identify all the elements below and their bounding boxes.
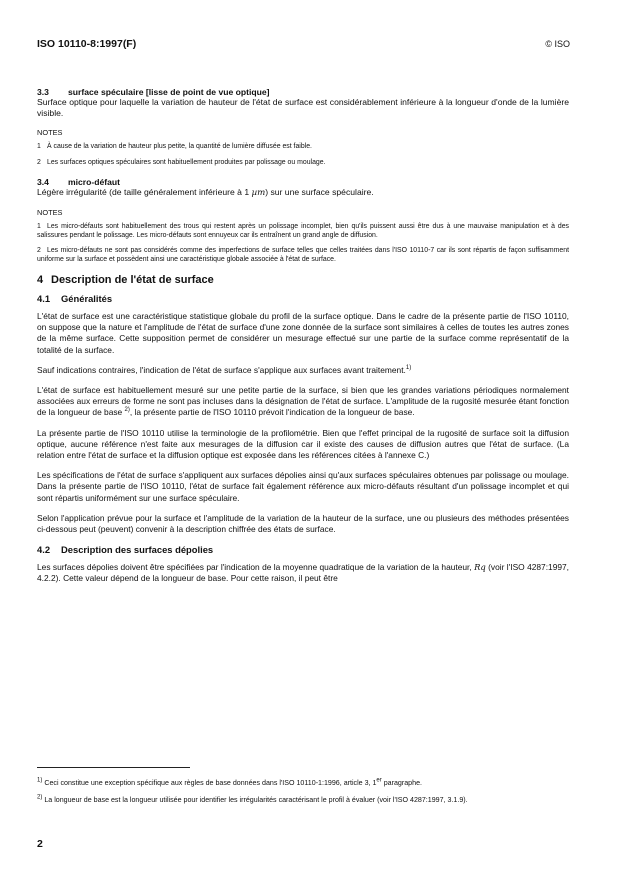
footnote-ref[interactable]: 1) <box>405 365 412 372</box>
footnotes <box>37 779 569 813</box>
paragraph-text: Les surfaces dépolies doivent être spécifiées par l'indication de la moyenne quadratique de la variation de la hauteur, <box>37 562 475 573</box>
note-item <box>37 143 569 152</box>
notes-label: NOTES <box>37 208 63 217</box>
subsection-heading <box>37 293 569 304</box>
footnote-divider <box>37 767 190 768</box>
note-text: Les micro-défauts ne sont pas considérés comme des imperfections de surface telles que celles traitées dans l'ISO 10110-7 car ils sont répartis de façon suffisamment uniforme sur la surface et possèdent ainsi une caractéristique globale associée à l'état de surface. <box>37 247 569 263</box>
page-number: 2 <box>37 838 43 850</box>
term-number: 3.3 <box>37 87 49 97</box>
subsection-title: Description des surfaces dépolies <box>61 544 214 556</box>
subsection-heading <box>37 544 569 555</box>
term-definition <box>37 187 569 199</box>
paragraph: La présente partie de l'ISO 10110 utilise la terminologie de la profilométrie. Bien que l'effet principal de la rugosité de surface soit la diffusion optique, aucune référence n'est faite aux mesurages de la diffusion car il existe des causes de diffusion autres que l'état de surface. (La relation entre l'état de surface et la diffusion optique est exposée dans les références citées à l'annexe C.) <box>37 427 569 461</box>
note-text: À cause de la variation de hauteur plus petite, la quantité de lumière diffusée est faible. <box>47 143 312 150</box>
footnote-text: La longueur de base est la longueur utilisée pour identifier les irrégularités caractérisant le profil à évaluer (voir l'ISO 4287:1997, 3.1.9). <box>44 796 468 804</box>
section-heading <box>37 274 569 287</box>
note-text: Les surfaces optiques spéculaires sont habituellement produites par polissage ou moulage. <box>47 158 326 166</box>
paragraph: Selon l'application prévue pour la surface et l'amplitude de la variation de la hauteur de la surface, une ou plusieurs des méthodes présentées ci-dessous peut (peuvent) convenir à la description chiffrée des états de surface. <box>37 512 569 535</box>
note-number: 1 <box>37 143 41 150</box>
section-number: 4 <box>37 274 44 286</box>
paragraph-text: , la présente partie de l'ISO 10110 prévoit l'indication de la longueur de base. <box>129 407 415 418</box>
paragraph-text: Sauf indications contraires, l'indication de l'état de surface s'applique aux surfaces avant traitement. <box>37 364 406 375</box>
copyright-mark: © ISO <box>545 39 570 49</box>
paragraph: Les spécifications de l'état de surface s'appliquent aux surfaces dépolies ainsi qu'aux surfaces spéculaires obtenues par polissage ou moulage. Dans la présente partie de l'ISO 10110, l'état de surface fait également référence aux micro-défauts résultant d'un polissage incomplet et qui sont répartis uniformément sur une surface spéculaire. <box>37 470 569 503</box>
footnote-marker: 1) <box>37 777 43 784</box>
superscript: er <box>376 777 382 784</box>
footnote-ref[interactable]: 2) <box>124 407 130 414</box>
term-heading <box>37 177 569 187</box>
section-title: Description de l'état de surface <box>51 274 214 286</box>
definition-part: ) sur une surface spéculaire. <box>265 187 374 197</box>
term-3-3 <box>37 87 569 167</box>
note-number: 2 <box>37 247 41 254</box>
footnote-marker: 2) <box>37 794 43 801</box>
footnote-text: Ceci constitue une exception spécifique aux règles de base données dans l'ISO 10110-1:1996, article 3, 1 <box>44 779 377 787</box>
term-3-4 <box>37 177 569 264</box>
paragraph: L'état de surface est une caractéristique statistique globale du profil de la surface optique. Dans le cadre de la présente partie de l'ISO 10110, on suppose que la nature et l'amplitude de l'état de surface d'une zone donnée de la surface sont similaires à celles de toutes les autres zones de la même surface. Cette supposition permet de considérer un mesurage effectué sur une partie de la surface comme représentatif de la totalité de la surface. <box>37 311 569 355</box>
term-number: 3.4 <box>37 177 49 187</box>
term-heading <box>37 87 569 97</box>
subsection-title: Généralités <box>61 293 113 304</box>
note-item <box>37 247 569 264</box>
note-number: 1 <box>37 223 41 230</box>
paragraph <box>37 385 569 419</box>
term-definition: Surface optique pour laquelle la variation de hauteur de l'état de surface est considérablement inférieure à la longueur d'onde de la lumière visible. <box>37 97 569 118</box>
term-title: surface spéculaire [lisse de point de vue optique] <box>68 87 270 97</box>
unit-symbol: µm <box>251 188 266 198</box>
note-text: Les micro-défauts sont habituellement des trous qui restent après un polissage incomplet, bien qu'ils puissent aussi être dus à une mauvaise manipulation et à des salissures pendant le polissage. Les micro-défauts sont ennuyeux car ils entraînent un grand angle de diffusion. <box>37 223 569 239</box>
note-number: 2 <box>37 158 41 166</box>
paragraph <box>37 562 569 584</box>
page-content <box>37 87 569 594</box>
footnote-text: paragraphe. <box>381 779 422 787</box>
subsection-number: 4.1 <box>37 293 51 304</box>
footnote <box>37 796 569 805</box>
paragraph-text: (voir l'ISO 4287:1997, 4.2.2). Cette valeur dépend de la longueur de base. Pour cette raison, il peut être <box>37 562 569 584</box>
definition-part: Légère irrégularité (de taille généralement inférieure à 1 <box>37 187 252 197</box>
paragraph <box>37 365 569 376</box>
paragraph-text: L'état de surface est habituellement mesuré sur une petite partie de la surface, si bien que les grandes variations périodiques normalement associées aux erreurs de forme ne sont pas incluses dans la désignation de l'état de surface. L'amplitude de la rugosité mesurée étant fonction de la longueur de base <box>37 385 569 418</box>
math-symbol: Rq <box>474 562 486 573</box>
note-item <box>37 159 569 168</box>
term-title: micro-défaut <box>68 177 121 187</box>
document-id: ISO 10110-8:1997(F) <box>37 38 137 50</box>
subsection-number: 4.2 <box>37 544 51 556</box>
footnote <box>37 779 569 788</box>
notes-label: NOTES <box>37 128 63 137</box>
note-item <box>37 223 569 240</box>
